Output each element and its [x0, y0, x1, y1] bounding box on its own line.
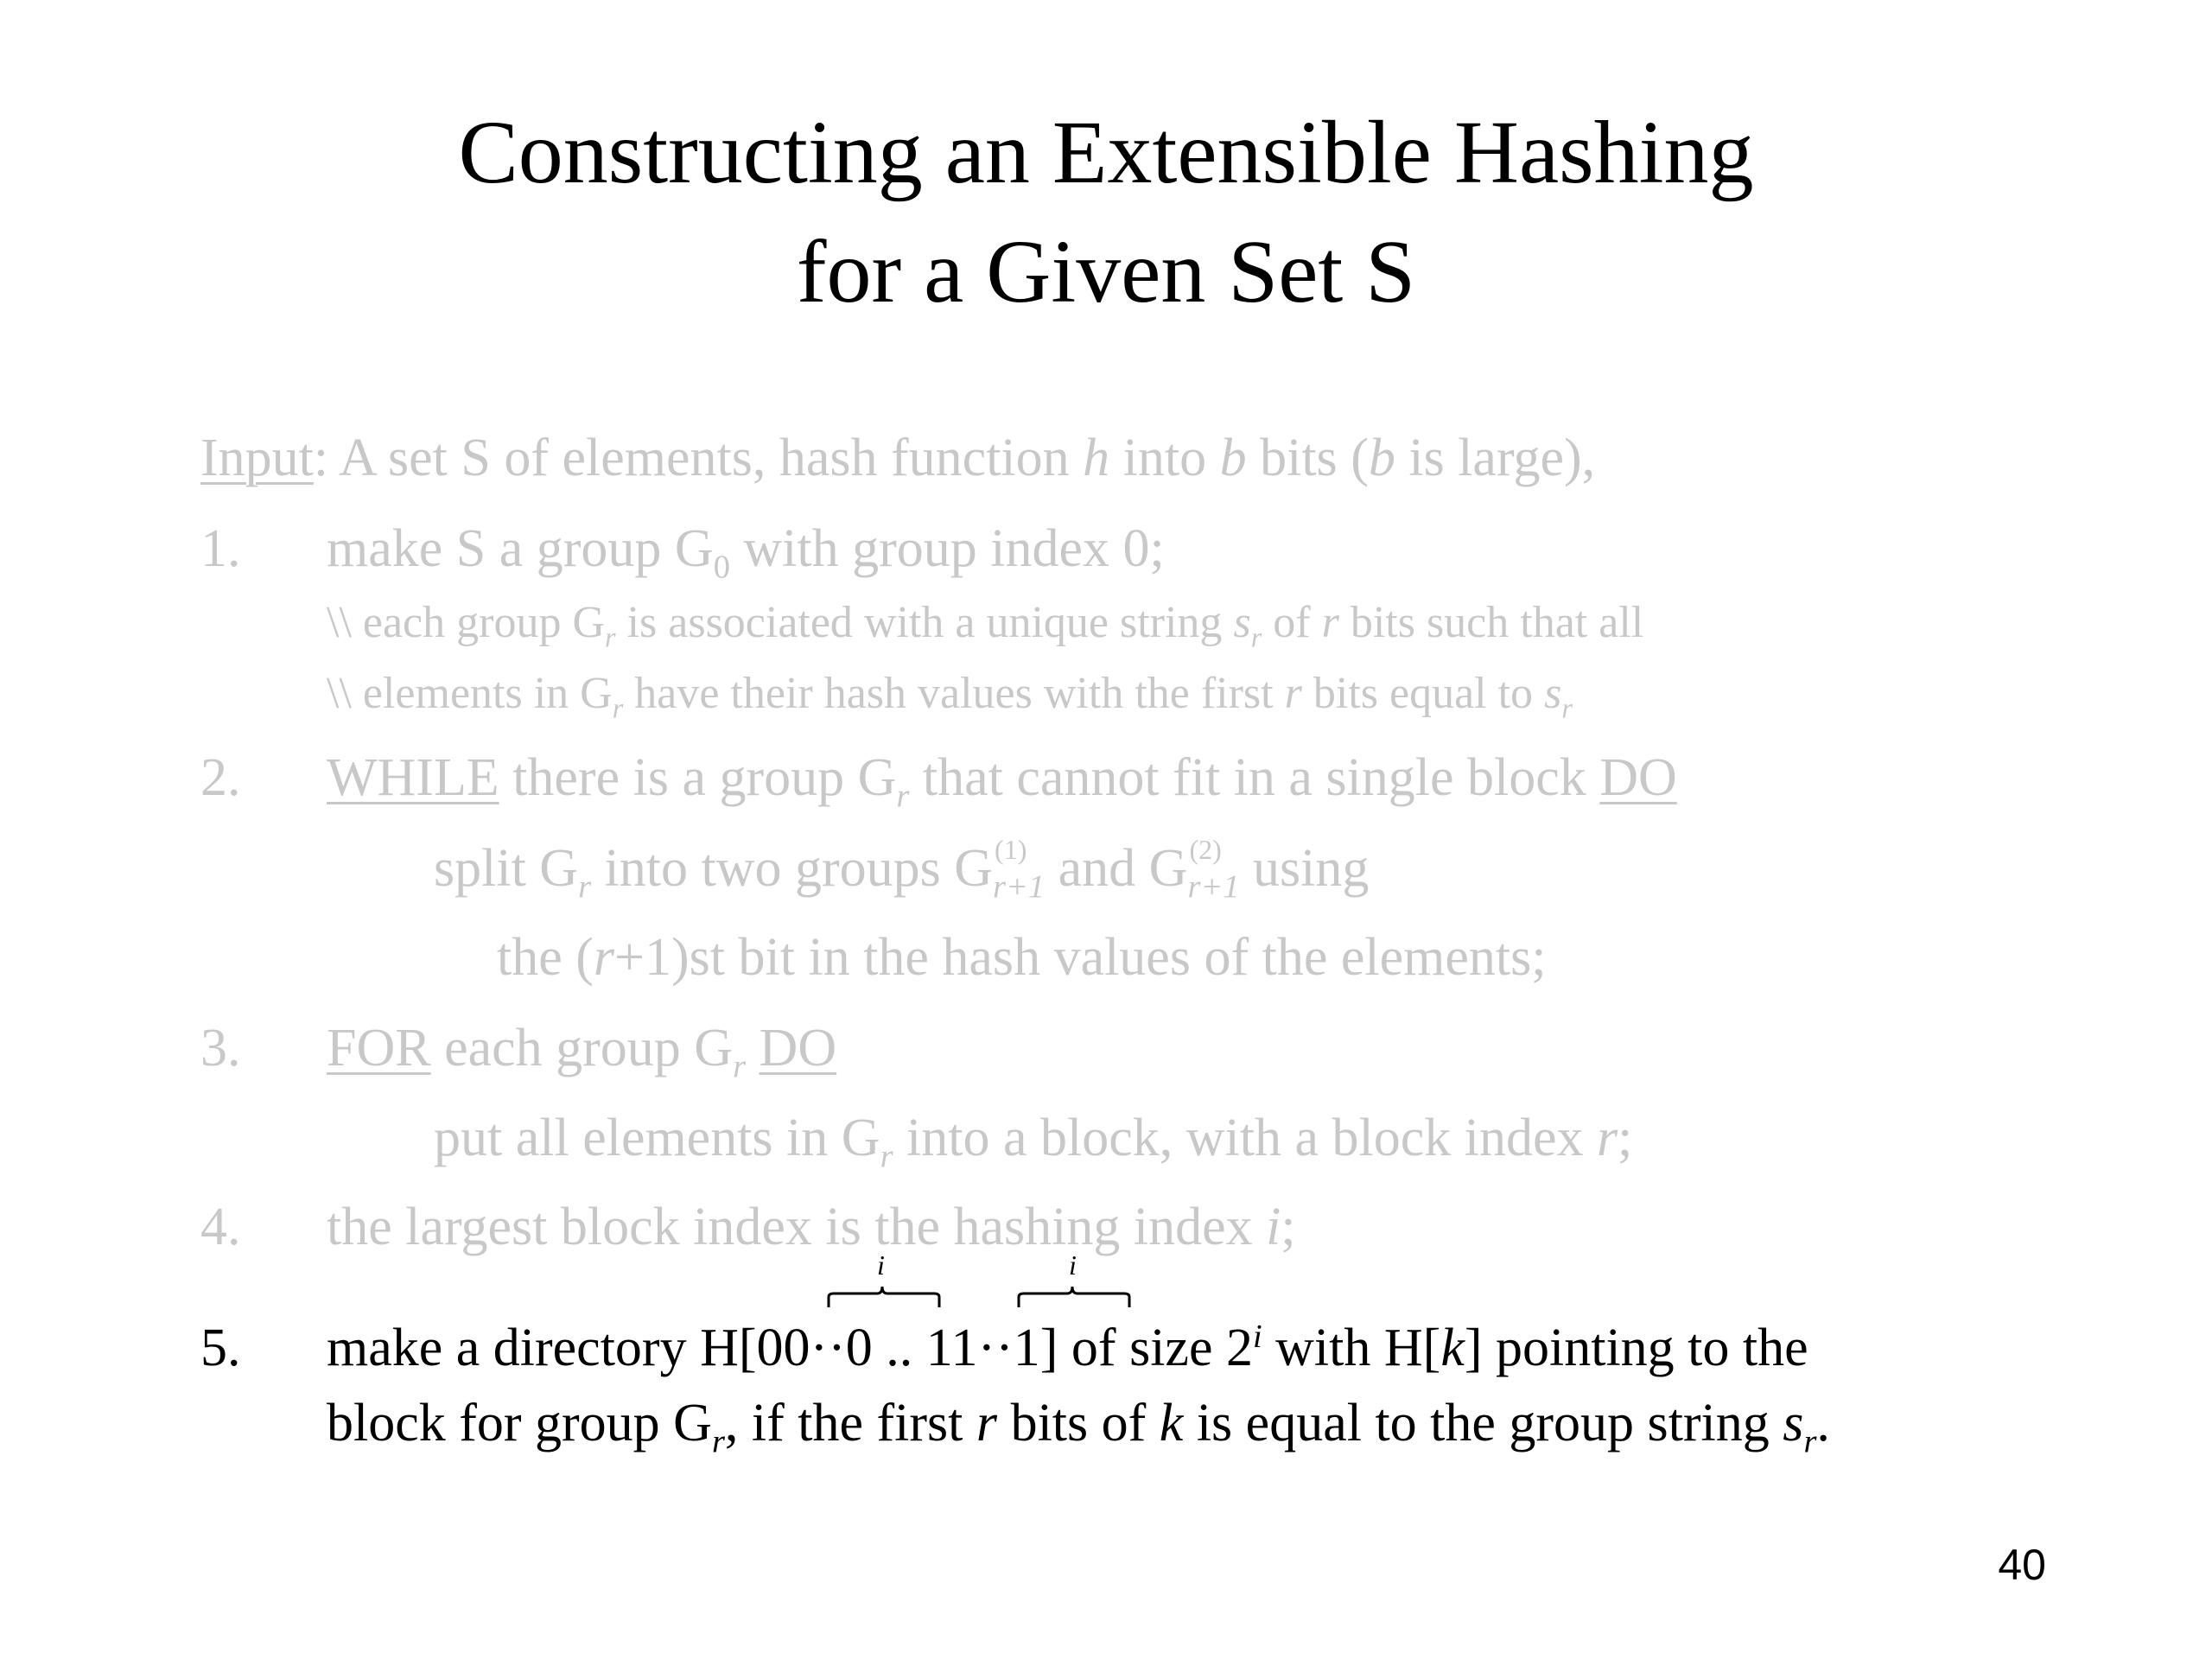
step-3-text — [327, 1014, 836, 1083]
step-text: into a block, with a block index — [893, 1109, 1597, 1167]
var-k: k — [1440, 1319, 1465, 1377]
var-h: h — [1083, 429, 1110, 487]
step-text: , if the first — [724, 1394, 976, 1452]
subscript: r — [1561, 692, 1573, 724]
comment-text: of — [1262, 598, 1322, 647]
comment-line-1 — [327, 594, 1643, 652]
comment-text: is associated with a unique string — [615, 598, 1234, 647]
keyword-do: DO — [759, 1019, 837, 1077]
var-r: r — [976, 1394, 998, 1452]
step-2-split-line — [434, 834, 1370, 906]
subscript: r — [605, 621, 616, 653]
superscript: i — [1252, 1318, 1262, 1355]
step-text: +1)st bit in the hash values of the elements; — [614, 928, 1547, 987]
brace-label-1: i — [877, 1249, 885, 1281]
step-text: each group G — [430, 1019, 734, 1077]
step-5-line-1 — [327, 1313, 1808, 1382]
step-text: make a directory H[ — [327, 1319, 757, 1377]
step-text: there is a group G — [499, 748, 897, 807]
step-text: ; — [1281, 1198, 1296, 1256]
step-2-number: 2. — [200, 748, 241, 807]
subscript: r — [612, 692, 624, 724]
subscript: r — [880, 1138, 893, 1175]
step-text: block for group G — [327, 1394, 712, 1452]
page-number: 40 — [1998, 1541, 2046, 1589]
step-2-text — [327, 743, 1677, 815]
step-text: ] pointing to the — [1464, 1319, 1808, 1377]
step-1-number: 1. — [200, 519, 241, 578]
var-s: s — [1544, 669, 1562, 718]
subscript: r — [733, 1048, 747, 1085]
input-line — [200, 423, 1595, 493]
title-line-1: Constructing an Extensible Hashing — [458, 103, 1754, 202]
step-1-text — [327, 514, 1165, 586]
subscript: r — [896, 778, 910, 815]
bit-string-zeros: 00··0 — [756, 1319, 873, 1377]
step-text: . — [1816, 1394, 1830, 1452]
brace-zeros — [825, 1257, 946, 1318]
comment-text: bits equal to — [1301, 669, 1545, 718]
var-r: r — [593, 928, 615, 987]
subscript: r+1 — [1187, 868, 1240, 906]
step-5-line-2 — [327, 1389, 1830, 1458]
slide-title — [0, 93, 2212, 332]
step-text: that cannot fit in a single block — [909, 748, 1600, 807]
keyword-while: WHILE — [327, 748, 499, 807]
step-text: is equal to the group string — [1183, 1394, 1783, 1452]
comment-text: \\ elements in G — [327, 669, 613, 718]
step-text: the ( — [497, 928, 594, 987]
input-text: is large), — [1395, 429, 1596, 487]
comment-text: have their hash values with the first — [623, 669, 1285, 718]
var-r: r — [1596, 1109, 1618, 1167]
step-text: put all elements in G — [434, 1109, 880, 1167]
step-text: ] of size 2 — [1039, 1319, 1253, 1377]
comment-text: \\ each group G — [327, 598, 606, 647]
var-i: i — [1266, 1198, 1281, 1256]
subscript: r — [711, 1423, 725, 1460]
comment-line-2 — [327, 665, 1573, 722]
subscript: 0 — [713, 549, 730, 586]
step-text: make S a group G — [327, 519, 714, 578]
step-5-number: 5. — [200, 1319, 241, 1377]
var-s: s — [1783, 1394, 1804, 1452]
subsup-2 — [1187, 834, 1240, 906]
superscript: (1) — [995, 834, 1027, 865]
var-b: b — [1368, 429, 1395, 487]
input-label: Input — [200, 429, 314, 487]
subscript: r — [578, 868, 592, 906]
step-4-text — [327, 1192, 1296, 1262]
brace-label-2: i — [1069, 1249, 1077, 1281]
var-r: r — [1284, 669, 1302, 718]
subscript: r — [1803, 1423, 1817, 1460]
step-text: the largest block index is the hashing index — [327, 1198, 1267, 1256]
step-text: with group index 0; — [729, 519, 1165, 578]
step-text: with H[ — [1262, 1319, 1441, 1377]
step-text: and G — [1045, 839, 1188, 898]
title-line-2: for a Given Set S — [796, 222, 1416, 321]
step-text: into two groups G — [591, 839, 994, 898]
step-4-number: 4. — [200, 1198, 241, 1256]
step-2-bit-line — [497, 923, 1546, 992]
step-text: ; — [1618, 1109, 1633, 1167]
subscript: r+1 — [993, 868, 1046, 906]
superscript: (2) — [1189, 834, 1222, 865]
subscript: r — [1250, 621, 1262, 653]
var-r: r — [1321, 598, 1339, 647]
step-3-put-line — [434, 1103, 1632, 1173]
subsup-1 — [993, 834, 1046, 906]
var-k: k — [1159, 1394, 1184, 1452]
input-text: bits ( — [1246, 429, 1369, 487]
input-text: : A set S of elements, hash function — [313, 429, 1084, 487]
keyword-for: FOR — [327, 1019, 431, 1077]
step-text: split G — [434, 839, 579, 898]
step-text: using — [1239, 839, 1370, 898]
step-3-number: 3. — [200, 1019, 241, 1077]
step-text: bits of — [997, 1394, 1160, 1452]
input-text: into — [1109, 429, 1220, 487]
var-s: s — [1233, 598, 1251, 647]
comment-text: bits such that all — [1338, 598, 1644, 647]
keyword-do: DO — [1599, 748, 1677, 807]
var-b: b — [1219, 429, 1247, 487]
step-text: .. — [872, 1319, 926, 1377]
bit-string-ones: 11··1 — [925, 1319, 1040, 1377]
